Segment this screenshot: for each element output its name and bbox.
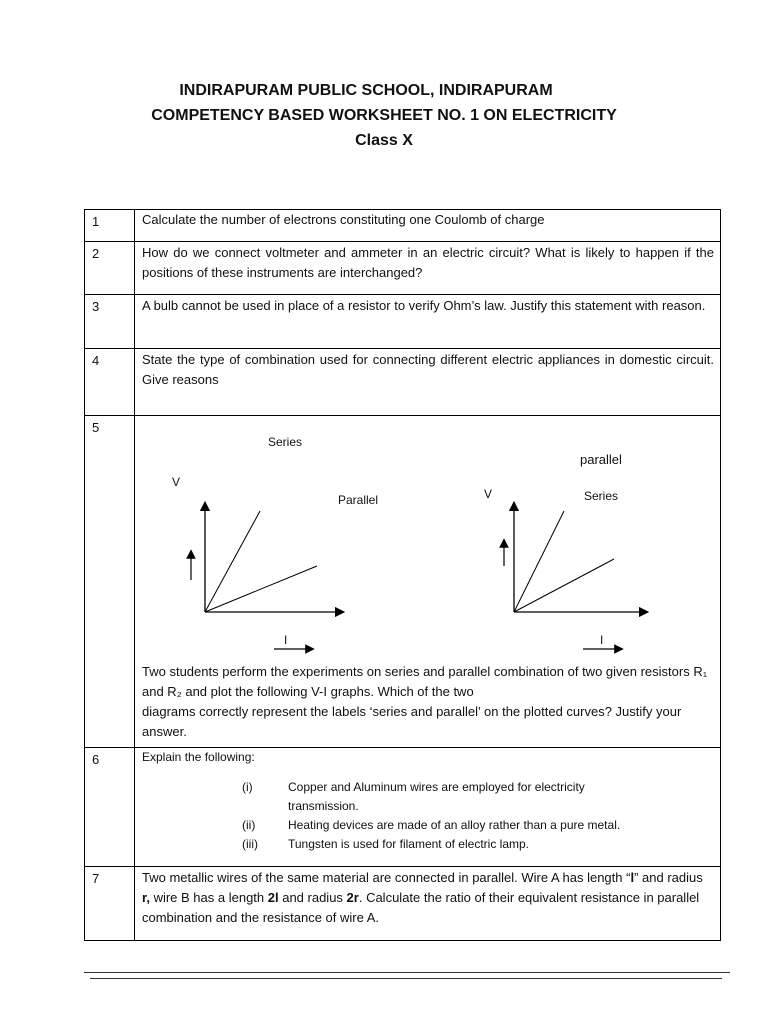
right-graph-top-label: parallel [580, 452, 622, 467]
question-number: 1 [85, 210, 135, 242]
question-number: 5 [85, 416, 135, 748]
left-graph-bottom-label: Parallel [338, 493, 379, 507]
question-row-7 [85, 867, 721, 941]
question-number: 4 [85, 349, 135, 416]
question-text: State the type of combination used for connecting different electric appliances in domestic circuit. Give reasons [142, 352, 714, 387]
item-numeral: (i) [242, 780, 253, 794]
list-item [142, 778, 714, 816]
footer-rule [84, 972, 730, 973]
worksheet-title: COMPETENCY BASED WORKSHEET NO. 1 ON ELECTRICITY [151, 107, 617, 124]
question-row-5 [85, 416, 721, 748]
question-row-1 [85, 210, 721, 242]
left-graph-top-label: Series [268, 435, 303, 449]
right-graph-y-label: V [484, 487, 493, 501]
left-steep-line [205, 511, 260, 612]
question-text: How do we connect voltmeter and ammeter in an electric circuit? What is likely to happen if the positions of these instruments are interchanged? [142, 245, 714, 280]
right-graph-x-label: I [600, 633, 604, 647]
question-row-2 [85, 242, 721, 295]
question-text: Calculate the number of electrons constituting one Coulomb of charge [142, 212, 545, 227]
left-graph-x-label: I [284, 633, 288, 647]
q5-text-part1: Two students perform the experiments on series and parallel combination of two given resistors R₁ and R₂ and plot the following V-I graphs. Which of the two [142, 664, 708, 699]
footer-rule [90, 978, 722, 979]
item-numeral: (iii) [242, 837, 258, 851]
question-number: 2 [85, 242, 135, 295]
bold-term: r, [142, 890, 150, 905]
item-text: Copper and Aluminum wires are employed for electricity transmission. [288, 780, 585, 813]
questions-table [84, 209, 721, 941]
vi-graph-drawings [142, 416, 766, 662]
school-name: INDIRAPURAM PUBLIC SCHOOL, INDIRAPURAM [179, 82, 553, 99]
item-text: Heating devices are made of an alloy rather than a pure metal. [288, 818, 621, 832]
item-text: Tungsten is used for filament of electric lamp. [288, 837, 529, 851]
bold-term: l [630, 870, 635, 885]
question-number: 3 [85, 295, 135, 349]
left-graph-y-label: V [172, 475, 181, 489]
left-shallow-line [205, 566, 317, 612]
item-numeral: (ii) [242, 818, 256, 832]
question-row-3 [85, 295, 721, 349]
right-shallow-line [514, 559, 614, 612]
list-item [142, 816, 714, 835]
list-item [142, 835, 714, 854]
right-steep-line [514, 511, 564, 612]
question-text: Two metallic wires of the same material are connected in parallel. Wire A has length “l” and radius r, wire B has a length 2l and radius 2r. Calculate the ratio of their equivalent resistance in parallel combination and the resistance of wire A. [142, 870, 703, 925]
right-graph-bottom-label: Series [584, 489, 619, 503]
q5-text-part2: diagrams correctly represent the labels ‘series and parallel’ on the plotted curves? Justify your answer. [142, 704, 682, 739]
question-text: A bulb cannot be used in place of a resistor to verify Ohm’s law. Justify this statement with reason. [142, 298, 706, 313]
question-text: Explain the following: [142, 750, 255, 764]
question-row-6 [85, 748, 721, 867]
bold-term: 2r [346, 890, 359, 905]
class-label: Class X [355, 132, 413, 149]
question-number: 6 [85, 748, 135, 867]
question-row-4 [85, 349, 721, 416]
question-number: 7 [85, 867, 135, 941]
vi-graphs [142, 416, 714, 662]
bold-term: 2l [267, 890, 279, 905]
